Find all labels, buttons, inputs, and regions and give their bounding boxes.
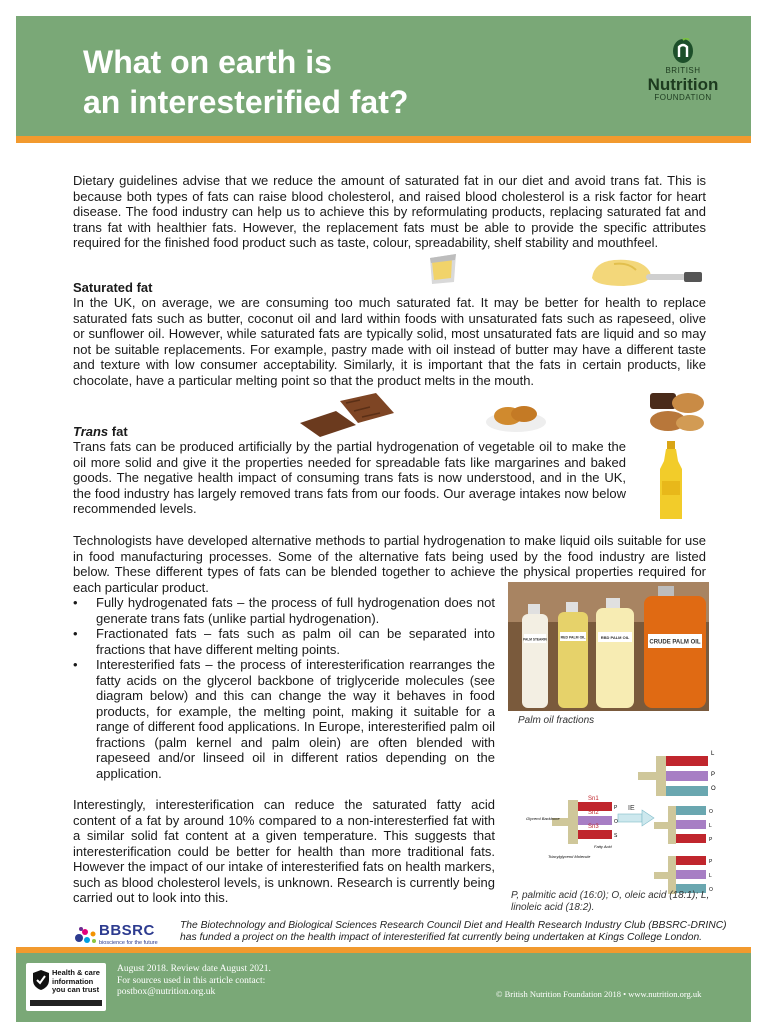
molecule-middle <box>654 806 713 844</box>
list-item: • Interesterified fats – the process of interesterification rearranges the fatty acids on the glycerol backbone of triglyceride molecules (see diagram below) and this can change the way it behaves in food products, for example, the melting point, making it suitable for a range of different food applications. In Europe, interesterified palm oil fractions (palm kernel and palm olein) are often blended with rapeseed and/or linseed oil in different ratios depending on the application. <box>73 657 495 781</box>
technologists-paragraph: Technologists have developed alternative methods to partial hydrogenation to make liquid oils suitable for use in food manufacturing processes. Some of the alternative fats being used by the food industry are listed below. These different types of fats can be blended together to achieve the physical properties required for each particular product. <box>73 533 706 595</box>
footer-banner <box>16 947 751 1022</box>
intro-paragraph: Dietary guidelines advise that we reduce the amount of saturated fat in our diet and avoid trans fat. This is because both types of fats can raise blood cholesterol, and raised blood cholesterol is a risk factor for heart disease. The food industry can help us to achieve this by reformulating products, replacing saturated fat and trans fat with healthier fats. However, the replacement fats must be able to provide the specific attributes required for the finished food product such as taste, colour, spreadability, shelf stability and mouthfeel. <box>73 173 706 250</box>
fatty-acid-label: Fatty Acid <box>594 844 612 849</box>
list-item: • Fully hydrogenated fats – the process of full hydrogenation does not generate trans fats (unlike partial hydrogenation). <box>73 595 495 626</box>
trans-fat-heading <box>73 424 128 439</box>
ie-arrow <box>618 805 654 826</box>
trust-band <box>30 1000 102 1006</box>
trust-line-3: you can trust <box>52 985 100 994</box>
trust-text <box>52 969 100 995</box>
mid-letter-3: P <box>709 837 713 843</box>
trans-heading-italic: Trans <box>73 424 109 439</box>
palm-oil-caption: Palm oil fractions <box>518 715 595 726</box>
left-letter-3: S <box>614 833 618 839</box>
sn1-label: Sn1 <box>588 796 599 802</box>
trans-heading-rest: fat <box>108 424 128 439</box>
biscuits-image <box>644 387 708 435</box>
bottle-label-4: CRUDE PALM OIL <box>649 639 701 646</box>
left-letter-1: P <box>614 805 618 811</box>
title-line-1: What on earth is <box>83 44 332 80</box>
croissant-image <box>484 392 548 434</box>
bottle-label-2: RED PALM OIL <box>560 635 586 640</box>
palm-oil-photo <box>508 582 709 711</box>
bot-letter-1: P <box>709 859 713 865</box>
bbsrc-logo <box>73 922 173 950</box>
trust-line-2: information <box>52 976 94 986</box>
fatty-acid-legend: P, palmitic acid (16:0); O, oleic acid (18:1); L, linoleic acid (18:2). <box>511 890 710 913</box>
ie-label: IE <box>628 805 635 812</box>
mid-letter-2: L <box>709 823 712 829</box>
review-date: August 2018. Review date August 2021. <box>117 964 271 974</box>
bot-letter-2: L <box>709 873 712 879</box>
contact-email[interactable]: postbox@nutrition.org.uk <box>117 987 216 997</box>
molecule-label: Triacylglycerol Molecule <box>548 854 591 859</box>
header-banner <box>16 16 751 143</box>
bottle-label-1: PALM STEARIN <box>523 637 547 642</box>
glycerol-label: Glycerol Backbone <box>526 816 560 821</box>
bbsrc-wordmark: BBSRC <box>99 922 155 939</box>
interesterification-diagram <box>508 728 718 896</box>
molecule-source <box>526 796 618 859</box>
molecule-top <box>638 751 716 796</box>
top-letter-1: L <box>711 751 715 757</box>
fat-types-list <box>73 595 495 781</box>
bbsrc-tagline: bioscience for the future <box>99 940 158 946</box>
bnf-leaf-icon <box>672 38 694 64</box>
palm-oil-bottles <box>508 582 709 711</box>
top-letter-2: P <box>711 772 716 778</box>
butter-foil-image <box>426 248 460 288</box>
page-title <box>83 42 408 122</box>
trust-badge <box>26 963 106 1011</box>
molecule-bottom <box>654 856 713 894</box>
sn2-label: Sn2 <box>588 810 599 816</box>
logo-line-3: FOUNDATION <box>654 93 712 102</box>
saturated-fat-paragraph: In the UK, on average, we are consuming too much saturated fat. It may be better for health to replace saturated fats such as butter, coconut oil and lard within foods with unsaturated fats such as rapeseed, olive or sunflower oil. However, while saturated fats are typically solid, most unsaturated fats are liquid and so may not be suitable replacements. For example, pastry made with oil instead of butter may have a different taste and texture with low consumer acceptability. Similarly, it is important that the fats in certain products, like chocolate, have a particular melting point so that the product melts in the mouth. <box>73 295 706 388</box>
trust-line-1: Health & care <box>52 968 100 977</box>
trans-fat-paragraph: Trans fats can be produced artificially by the partial hydrogenation of vegetable oil to make the oil more solid and give it the properties needed for spreadable fats like margarines and baked goods. The negative health impact of consuming trans fats is now understood, and in the UK, the food industry has largely removed trans fats from our foods. Our average intakes now below recommended levels. <box>73 439 626 516</box>
list-item: • Fractionated fats – fats such as palm oil can be separated into fractions that have different melting points. <box>73 626 495 657</box>
left-letter-2: O <box>614 819 618 825</box>
copyright-text: © British Nutrition Foundation 2018 • www.nutrition.org.uk <box>496 989 702 999</box>
bnf-logo <box>638 38 728 103</box>
review-info <box>117 964 271 999</box>
page <box>16 16 751 1016</box>
shield-icon <box>32 969 50 991</box>
logo-line-2: Nutrition <box>647 75 719 94</box>
logo-line-1: BRITISH <box>665 66 701 75</box>
sn3-label: Sn3 <box>588 824 599 830</box>
bbsrc-funding-note: The Biotechnology and Biological Sciences Research Council Diet and Health Research Industry Club (BBSRC-DRINC) has funded a project on the health impact of interesterified fat currently being undertaken at Kings College London. <box>180 920 727 943</box>
mid-letter-1: O <box>709 809 713 815</box>
title-line-2: an interesterified fat? <box>83 84 409 120</box>
top-letter-3: O <box>711 786 716 792</box>
bot-letter-3: O <box>709 887 713 893</box>
butter-knife-image <box>584 254 704 290</box>
sources-note: For sources used in this article contact: <box>117 975 266 986</box>
oil-bottle-image <box>656 441 686 523</box>
chocolate-image <box>296 391 396 441</box>
bottle-label-3: RBD PALM OIL <box>600 635 630 640</box>
saturated-fat-heading: Saturated fat <box>73 280 153 295</box>
interesterification-paragraph: Interestingly, interesterification can reduce the saturated fatty acid content of a fat by around 10% compared to a non-interesterfied fat with a similar solid fat content at a given temperature. This suggests that interesterification could be better for health than more traditional fats. However the impact of our intake of interesterified fats on health markers, such as blood cholesterol levels, is unknown. Research is currently being carried out to look into this. <box>73 797 495 905</box>
bbsrc-dots-icon <box>73 924 101 948</box>
